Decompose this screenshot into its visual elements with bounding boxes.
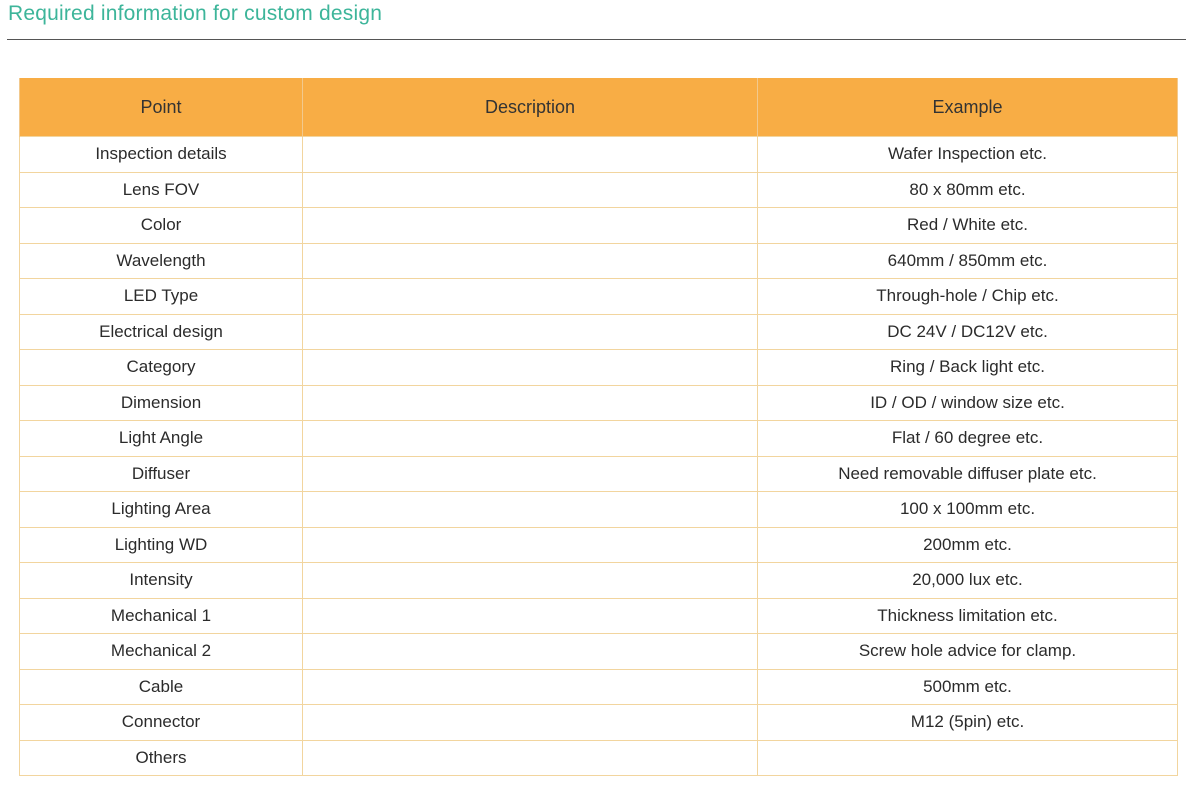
cell-example: DC 24V / DC12V etc. (758, 314, 1178, 350)
cell-example: 80 x 80mm etc. (758, 172, 1178, 208)
table-row (20, 456, 1178, 492)
cell-point: Intensity (20, 563, 303, 599)
cell-description (303, 527, 758, 563)
cell-point: Color (20, 208, 303, 244)
table-row (20, 172, 1178, 208)
cell-description (303, 243, 758, 279)
cell-description (303, 456, 758, 492)
cell-point: Lighting WD (20, 527, 303, 563)
custom-design-table (19, 78, 1178, 776)
cell-description (303, 314, 758, 350)
cell-example (758, 740, 1178, 776)
table-row (20, 314, 1178, 350)
table-row (20, 598, 1178, 634)
cell-point: Dimension (20, 385, 303, 421)
cell-example: 640mm / 850mm etc. (758, 243, 1178, 279)
cell-point: Wavelength (20, 243, 303, 279)
table-row (20, 350, 1178, 386)
cell-example: 200mm etc. (758, 527, 1178, 563)
table-row (20, 563, 1178, 599)
cell-point: Others (20, 740, 303, 776)
table-row (20, 740, 1178, 776)
cell-description (303, 492, 758, 528)
cell-example: 100 x 100mm etc. (758, 492, 1178, 528)
cell-description (303, 634, 758, 670)
table-row (20, 385, 1178, 421)
cell-description (303, 598, 758, 634)
cell-point: Lens FOV (20, 172, 303, 208)
cell-example: Need removable diffuser plate etc. (758, 456, 1178, 492)
cell-example: Flat / 60 degree etc. (758, 421, 1178, 457)
cell-example: Thickness limitation etc. (758, 598, 1178, 634)
cell-description (303, 740, 758, 776)
cell-point: Mechanical 1 (20, 598, 303, 634)
cell-description (303, 172, 758, 208)
cell-example: 20,000 lux etc. (758, 563, 1178, 599)
cell-point: Connector (20, 705, 303, 741)
cell-point: LED Type (20, 279, 303, 315)
cell-description (303, 208, 758, 244)
cell-description (303, 137, 758, 173)
table-row (20, 669, 1178, 705)
cell-description (303, 705, 758, 741)
table-row (20, 421, 1178, 457)
cell-point: Electrical design (20, 314, 303, 350)
table-row (20, 208, 1178, 244)
cell-description (303, 350, 758, 386)
table-row (20, 527, 1178, 563)
cell-example: Through-hole / Chip etc. (758, 279, 1178, 315)
table-row (20, 705, 1178, 741)
cell-point: Light Angle (20, 421, 303, 457)
cell-description (303, 669, 758, 705)
header-description: Description (303, 78, 758, 137)
table-body (20, 137, 1178, 776)
cell-description (303, 563, 758, 599)
table-row (20, 634, 1178, 670)
cell-example: Screw hole advice for clamp. (758, 634, 1178, 670)
cell-description (303, 279, 758, 315)
cell-point: Inspection details (20, 137, 303, 173)
cell-example: ID / OD / window size etc. (758, 385, 1178, 421)
cell-description (303, 421, 758, 457)
cell-example: 500mm etc. (758, 669, 1178, 705)
header-point: Point (20, 78, 303, 137)
header-example: Example (758, 78, 1178, 137)
cell-point: Lighting Area (20, 492, 303, 528)
cell-point: Mechanical 2 (20, 634, 303, 670)
section-title: Required information for custom design (8, 2, 383, 25)
table-header-row (20, 78, 1178, 137)
cell-point: Diffuser (20, 456, 303, 492)
title-divider (7, 39, 1186, 40)
table-row (20, 137, 1178, 173)
table-row (20, 243, 1178, 279)
cell-example: Wafer Inspection etc. (758, 137, 1178, 173)
cell-description (303, 385, 758, 421)
cell-example: Red / White etc. (758, 208, 1178, 244)
cell-example: Ring / Back light etc. (758, 350, 1178, 386)
cell-point: Category (20, 350, 303, 386)
cell-example: M12 (5pin) etc. (758, 705, 1178, 741)
cell-point: Cable (20, 669, 303, 705)
table-row (20, 492, 1178, 528)
table-row (20, 279, 1178, 315)
